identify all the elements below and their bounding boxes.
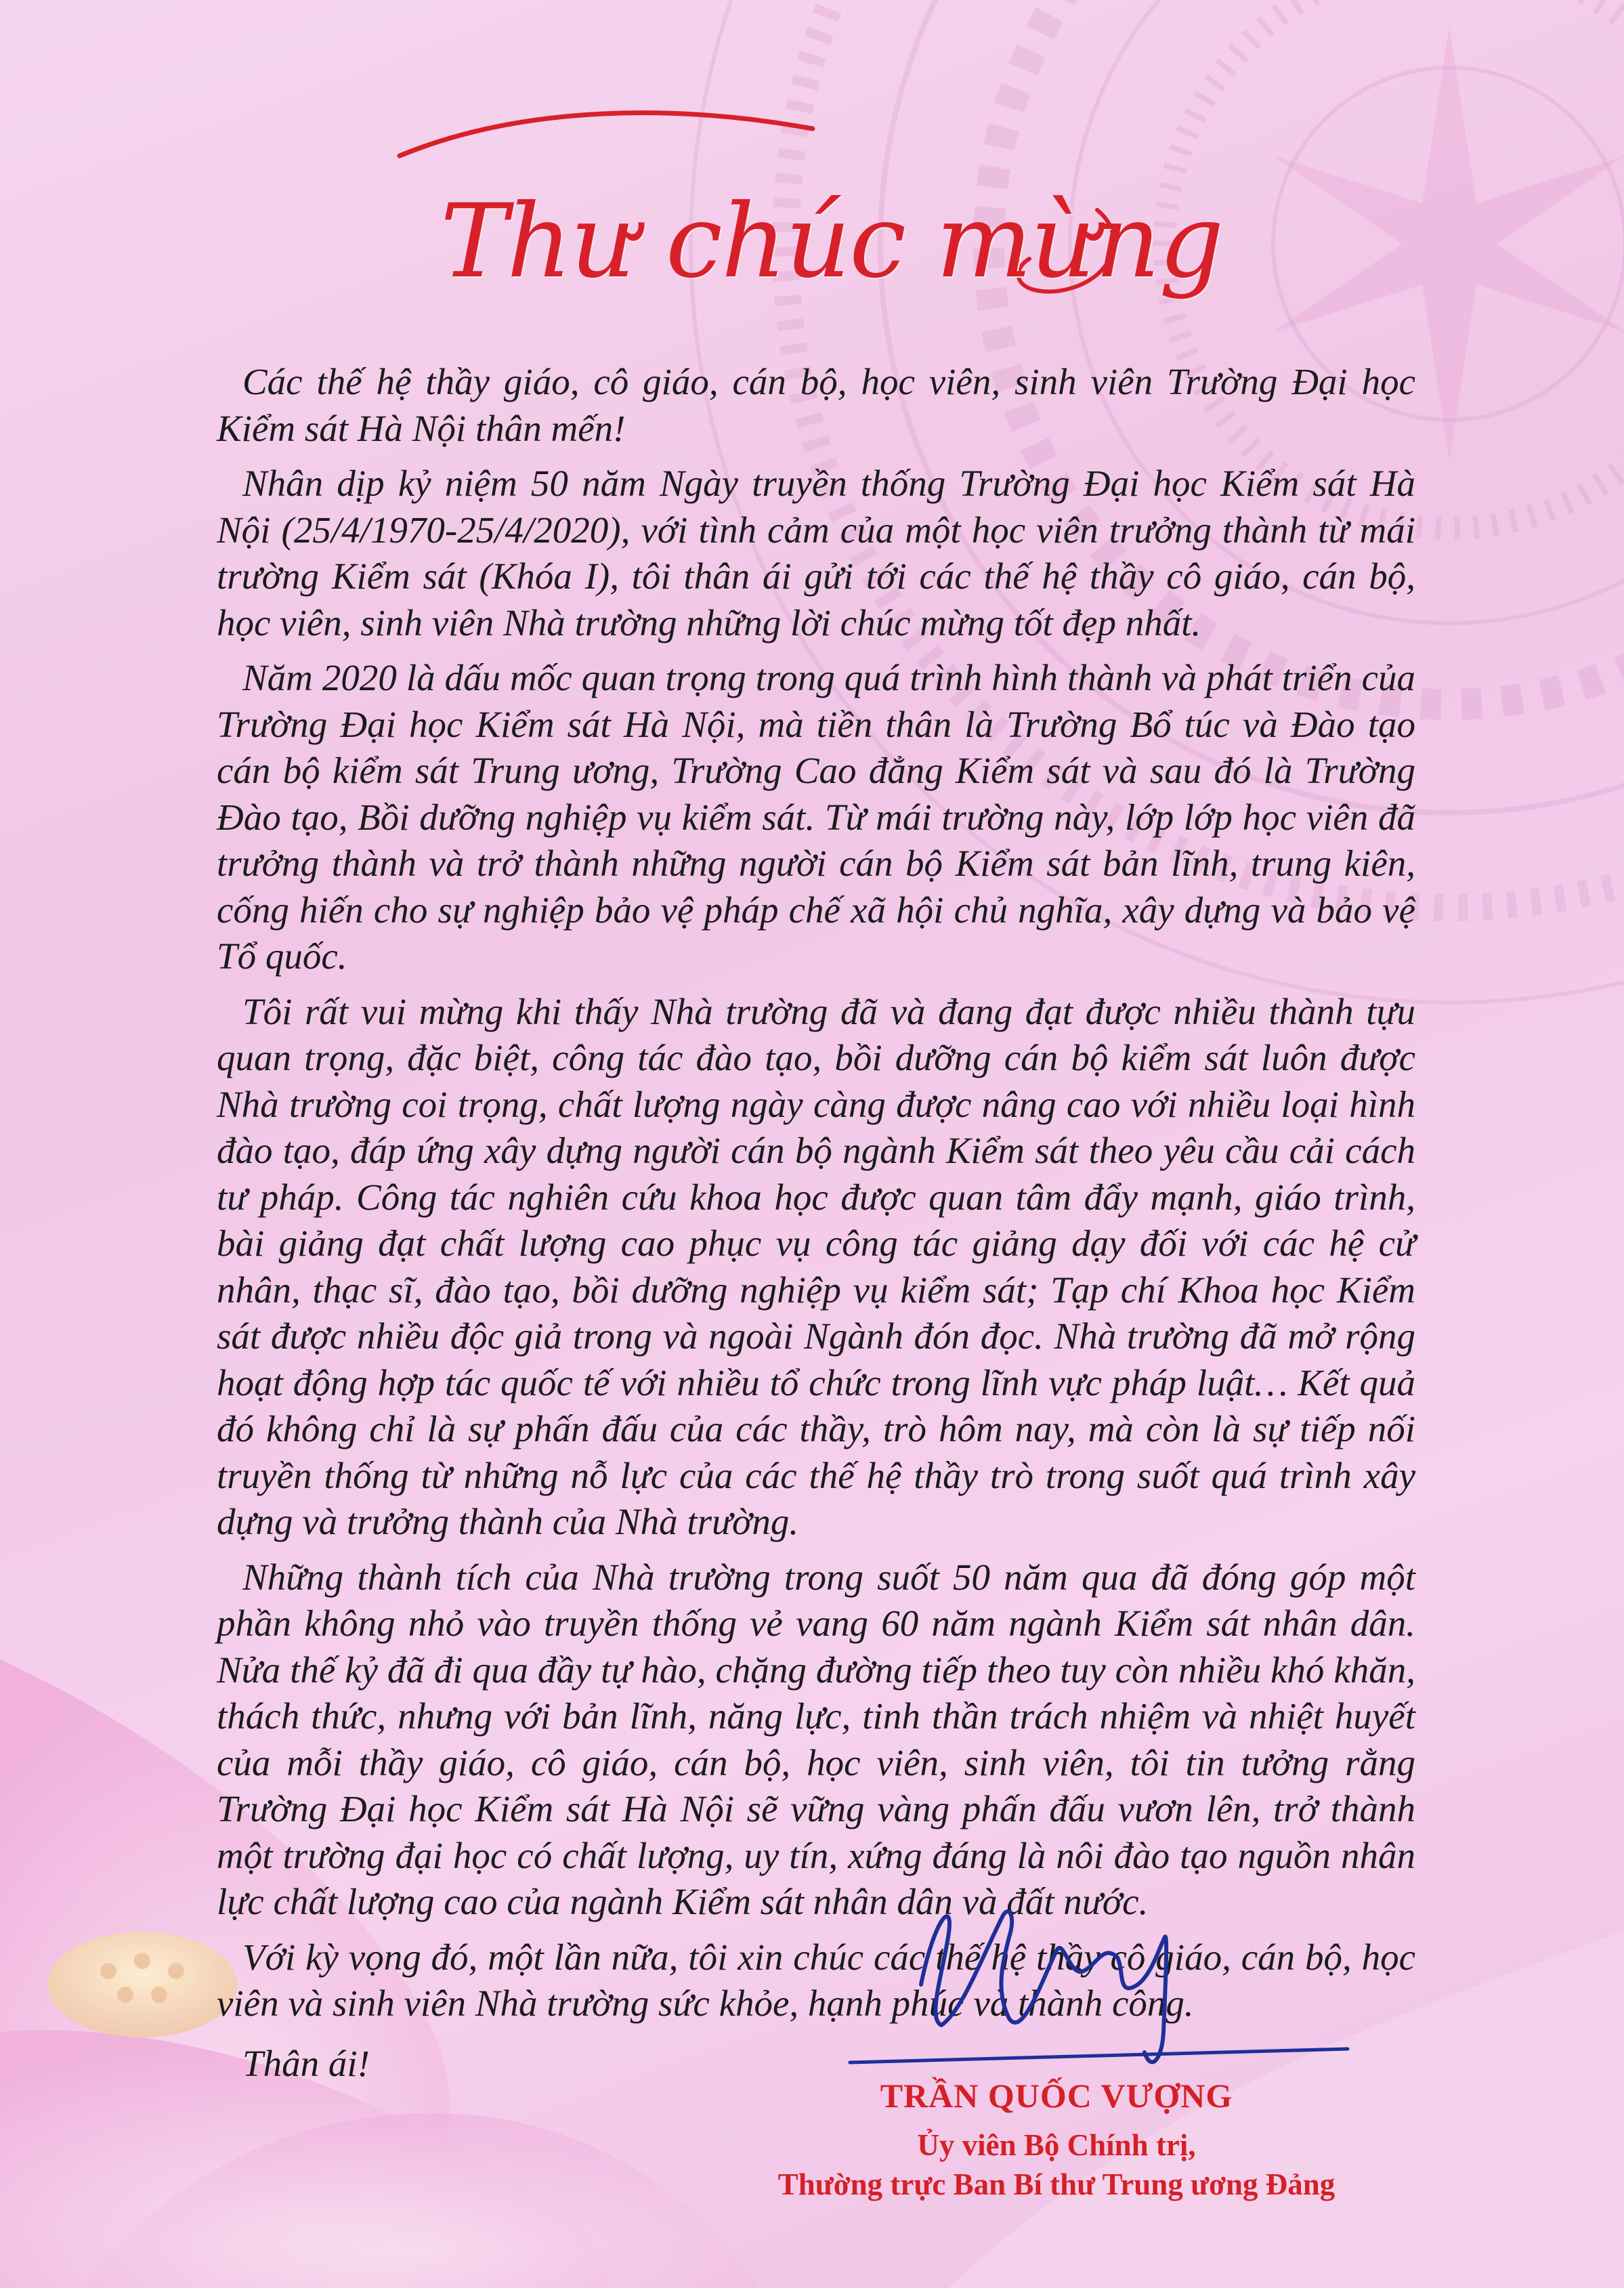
signature — [847, 1876, 1361, 2079]
paragraph: Năm 2020 là dấu mốc quan trọng trong quá trình hình thành và phát triển của Trường Đại học Kiểm sát Hà Nội, mà tiền thân là Trường Bổ túc và Đào tạo cán bộ kiểm sát Trung ương, Trường Cao đẳng Kiểm sát và sau đó là Trường Đào tạo, Bồi dưỡng nghiệp vụ kiểm sát. Từ mái trường này, lớp lớp học viên đã trưởng thành và trở thành những người cán bộ Kiểm sát bản lĩnh, trung kiên, cống hiến cho sự nghiệp bảo vệ pháp chế xã hội chủ nghĩa, xây dựng và bảo vệ Tổ quốc. — [217, 657, 1415, 977]
signer-name: TRẦN QUỐC VƯỢNG — [880, 2077, 1233, 2115]
paragraph: Với kỳ vọng đó, một lần nữa, tôi xin chúc các thế hệ thầy cô giáo, cán bộ, học viên và sinh viên Nhà trường sức khỏe, hạnh phúc và thành công. — [217, 1936, 1415, 2024]
title-text: Thư chúc mừng — [440, 183, 1223, 301]
letter-body — [217, 359, 1415, 2096]
closing-text: Thân ái! — [242, 2042, 370, 2084]
paragraph: Những thành tích của Nhà trường trong suốt 50 năm qua đã đóng góp một phần không nhỏ vào truyền thống vẻ vang 60 năm ngành Kiểm sát nhân dân. Nửa thế kỷ đã đi qua đầy tự hào, chặng đường tiếp theo tuy còn nhiều khó khăn, thách thức, nhưng với bản lĩnh, năng lực, tinh thần trách nhiệm và nhiệt huyết của mỗi thầy giáo, cô giáo, cán bộ, học viên, sinh viên, tôi tin tưởng rằng Trường Đại học Kiểm sát Hà Nội sẽ vững vàng phấn đấu vươn lên, trở thành một trường đại học có chất lượng, uy tín, xứng đáng là nôi đào tạo nguồn nhân lực chất lượng cao của ngành Kiểm sát nhân dân và đất nước. — [217, 1556, 1415, 1922]
signer-title: Ủy viên Bộ Chính trị, — [917, 2128, 1196, 2162]
paragraph-greeting: Các thế hệ thầy giáo, cô giáo, cán bộ, học viên, sinh viên Trường Đại học Kiểm sát Hà Nội thân mến! — [217, 361, 1415, 449]
paragraph: Nhân dịp kỷ niệm 50 năm Ngày truyền thống Trường Đại học Kiểm sát Hà Nội (25/4/1970-25/4/2020), với tình cảm của một học viên trưởng thành từ mái trường Kiểm sát (Khóa I), tôi thân ái gửi tới các thế hệ thầy cô giáo, cán bộ, học viên, sinh viên Nhà trường những lời chúc mừng tốt đẹp nhất. — [217, 463, 1415, 643]
paragraph: Tôi rất vui mừng khi thấy Nhà trường đã và đang đạt được nhiều thành tựu quan trọng, đặc biệt, công tác đào tạo, bồi dưỡng cán bộ kiểm sát luôn được Nhà trường coi trọng, chất lượng ngày càng được nâng cao với nhiều loại hình đào tạo, đáp ứng xây dựng người cán bộ ngành Kiểm sát theo yêu cầu cải cách tư pháp. Công tác nghiên cứu khoa học được quan tâm đẩy mạnh, giáo trình, bài giảng đạt chất lượng cao phục vụ công tác giảng dạy đối với các hệ cử nhân, thạc sĩ, đào tạo, bồi dưỡng nghiệp vụ kiểm sát; Tạp chí Khoa học Kiểm sát được nhiều độc giả trong và ngoài Ngành đón đọc. Nhà trường đã mở rộng hoạt động hợp tác quốc tế với nhiều tổ chức trong lĩnh vực pháp luật… Kết quả đó không chỉ là sự phấn đấu của các thầy, trò hôm nay, mà còn là sự tiếp nối truyền thống từ những nỗ lực của các thế hệ thầy trò trong suốt quá trình xây dựng và trưởng thành của Nhà trường. — [217, 990, 1415, 1542]
letter-title — [379, 81, 1260, 305]
signer-position: Thường trực Ban Bí thư Trung ương Đảng — [777, 2167, 1335, 2201]
signer-block — [758, 2075, 1354, 2204]
